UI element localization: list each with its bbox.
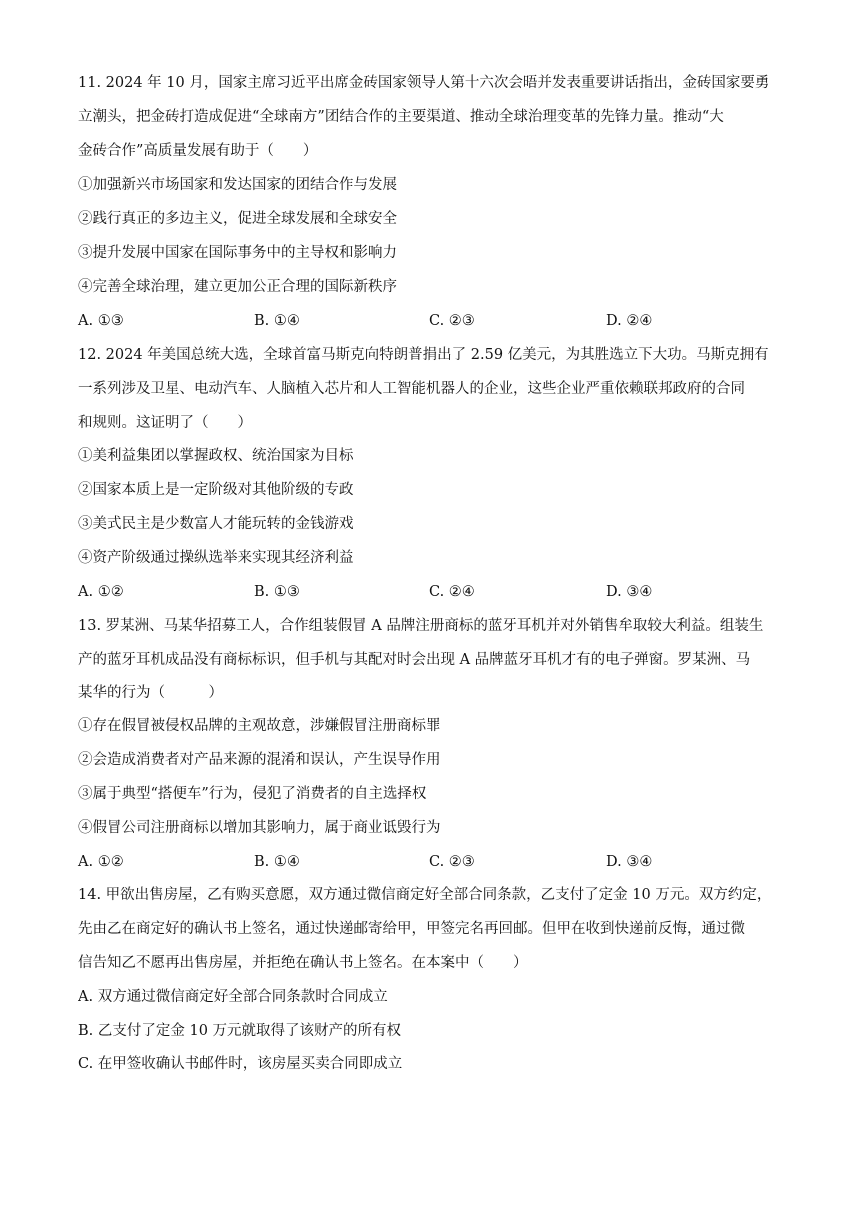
- option-a[interactable]: A. ①②: [78, 854, 124, 870]
- option-b[interactable]: B. ①③: [254, 584, 300, 600]
- statement-item: ④假冒公司注册商标以增加其影响力，属于商业诋毁行为: [78, 820, 441, 836]
- statement-item: ③属于典型“搭便车”行为，侵犯了消费者的自主选择权: [78, 786, 427, 802]
- question-stem-line: 一系列涉及卫星、电动汽车、人脑植入芯片和人工智能机器人的企业，这些企业严重依赖联邦政府的合同: [78, 381, 745, 397]
- question-stem-line: 12. 2024 年美国总统大选，全球首富马斯克向特朗普捐出了 2.59 亿美元，为其胜选立下大功。马斯克拥有: [78, 347, 769, 363]
- statement-item: ③提升发展中国家在国际事务中的主导权和影响力: [78, 245, 397, 261]
- answer-options: [78, 311, 782, 331]
- question-stem-line: 13. 罗某洲、马某华招募工人，合作组装假冒 A 品牌注册商标的蓝牙耳机并对外销售牟取较大利益。组装生: [78, 618, 764, 634]
- question-stem-line: 14. 甲欲出售房屋，乙有购买意愿，双方通过微信商定好全部合同条款，乙支付了定金 10 万元。双方约定，: [78, 887, 772, 903]
- statement-item: ④完善全球治理，建立更加公正合理的国际新秩序: [78, 279, 397, 295]
- option-a[interactable]: A. 双方通过微信商定好全部合同条款时合同成立: [78, 989, 388, 1005]
- option-c[interactable]: C. ②③: [429, 854, 475, 870]
- option-d[interactable]: D. ②④: [606, 313, 653, 329]
- statement-item: ①加强新兴市场国家和发达国家的团结合作与发展: [78, 177, 397, 193]
- option-d[interactable]: D. ③④: [606, 854, 653, 870]
- statement-item: ④资产阶级通过操纵选举来实现其经济利益: [78, 550, 354, 566]
- question-stem-line: 某华的行为（ ）: [78, 685, 223, 701]
- answer-options: [78, 852, 782, 872]
- question-stem-line: 立潮头，把金砖打造成促进“全球南方”团结合作的主要渠道、推动全球治理变革的先锋力量。推动“大: [78, 109, 724, 125]
- statement-item: ②会造成消费者对产品来源的混淆和误认，产生误导作用: [78, 752, 441, 768]
- question-stem-line: 先由乙在商定好的确认书上签名，通过快递邮寄给甲，甲签完名再回邮。但甲在收到快递前反悔，通过微: [78, 921, 745, 937]
- statement-item: ①美利益集团以掌握政权、统治国家为目标: [78, 448, 354, 464]
- option-c[interactable]: C. ②④: [429, 584, 475, 600]
- statement-item: ②践行真正的多边主义，促进全球发展和全球安全: [78, 211, 397, 227]
- option-d[interactable]: D. ③④: [606, 584, 653, 600]
- option-b[interactable]: B. ①④: [254, 854, 300, 870]
- question-stem-line: 金砖合作”高质量发展有助于（ ）: [78, 143, 318, 159]
- option-c[interactable]: C. ②③: [429, 313, 475, 329]
- statement-item: ②国家本质上是一定阶级对其他阶级的专政: [78, 482, 354, 498]
- option-b[interactable]: B. ①④: [254, 313, 300, 329]
- question-stem-line: 产的蓝牙耳机成品没有商标标识，但手机与其配对时会出现 A 品牌蓝牙耳机才有的电子弹窗。罗某洲、马: [78, 652, 751, 668]
- option-a[interactable]: A. ①③: [78, 313, 124, 329]
- option-b[interactable]: B. 乙支付了定金 10 万元就取得了该财产的所有权: [78, 1023, 402, 1039]
- statement-item: ③美式民主是少数富人才能玩转的金钱游戏: [78, 516, 354, 532]
- question-stem-line: 信告知乙不愿再出售房屋，并拒绝在确认书上签名。在本案中（ ）: [78, 955, 528, 971]
- option-c[interactable]: C. 在甲签收确认书邮件时，该房屋买卖合同即成立: [78, 1056, 403, 1072]
- statement-item: ①存在假冒被侵权品牌的主观故意，涉嫌假冒注册商标罪: [78, 718, 441, 734]
- question-stem-line: 11. 2024 年 10 月，国家主席习近平出席金砖国家领导人第十六次会晤并发表重要讲话指出，金砖国家要勇: [78, 75, 770, 91]
- question-stem-line: 和规则。这证明了（ ）: [78, 415, 252, 431]
- answer-options: [78, 582, 782, 602]
- option-a[interactable]: A. ①②: [78, 584, 124, 600]
